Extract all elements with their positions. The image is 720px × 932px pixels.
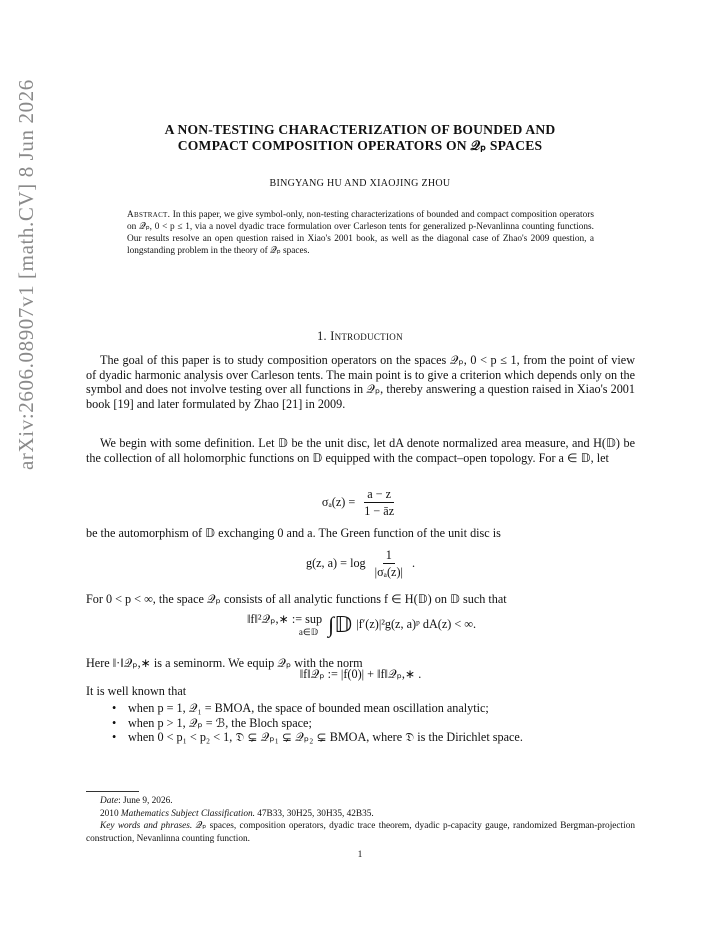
intro-paragraph-6: It is well known that [86, 684, 187, 698]
bullet-icon: • [112, 701, 117, 715]
arxiv-identifier: arXiv:2606.08907v1 [math.CV] 8 Jun 2026 [14, 79, 38, 470]
msc-value: 47B33, 30H25, 30H35, 42B35. [254, 808, 374, 819]
equation-seminorm [86, 612, 635, 637]
eq-sigma-lhs: σₐ(z) = [321, 495, 356, 509]
footnote-msc [86, 808, 635, 821]
msc-label: Mathematics Subject Classification. [120, 808, 255, 819]
footnotes [86, 795, 635, 845]
section-number: 1. [317, 329, 327, 343]
date-value: : June 9, 2026. [118, 796, 173, 806]
section-title: Introduction [330, 329, 403, 343]
eq-green-lhs: g(z, a) = log [305, 556, 366, 570]
intro-paragraph-3: be the automorphism of 𝔻 exchanging 0 and a. The Green function of the unit disc is [86, 526, 501, 540]
eq-green-tail: . [411, 556, 416, 570]
bullet-icon: • [112, 715, 117, 730]
eq-seminorm-rhs: |f′(z)|²g(z, a)ᵖ dA(z) < ∞. [356, 617, 476, 631]
abstract [127, 209, 594, 257]
property-list [112, 701, 632, 745]
equation-norm: ‖f‖𝒬ₚ := |f(0)| + ‖f‖𝒬ₚ,∗ . [299, 667, 422, 681]
section-heading [100, 329, 620, 344]
eq-seminorm-lhs: ‖f‖²𝒬ₚ,∗ := sup [247, 612, 323, 626]
intro-paragraph-2: We begin with some definition. Let 𝔻 be the unit disc, let dA denote normalized area measure, and H(𝔻) be the collection of all holomorphic functions on 𝔻 equipped with the compact–open topology. For a ∈ 𝔻, let [86, 436, 635, 465]
list-item [112, 716, 632, 731]
list-item [112, 701, 632, 716]
list-item-text: when p > 1, 𝒬ₚ = ℬ, the Bloch space; [128, 715, 312, 730]
equation-automorphism [86, 487, 635, 518]
eq-green-numerator: 1 [383, 548, 395, 564]
msc-prefix: 2010 [100, 808, 121, 819]
eq-seminorm-sup-block [247, 612, 322, 637]
page-number: 1 [357, 850, 363, 860]
eq-sigma-numerator: a − z [364, 487, 394, 503]
intro-paragraph-4: For 0 < p < ∞, the space 𝒬ₚ consists of all analytic functions f ∈ H(𝔻) on 𝔻 such that [86, 592, 507, 606]
footnote-keywords [86, 820, 635, 845]
list-item-text: when p = 1, 𝒬₁ = BMOA, the space of bounded mean oscillation analytic; [128, 701, 489, 715]
keywords-label: Key words and phrases. [100, 821, 193, 832]
paper-title [100, 122, 620, 154]
intro-paragraph-1: The goal of this paper is to study composition operators on the spaces 𝒬ₚ, 0 < p ≤ 1, from the point of view of dyadic harmonic analysis over Carleson tents. The main point is to give a criterion which depends only on the symbol and does not involve testing over all functions in 𝒬ₚ, thereby answering a question raised in Xiao's 2001 book [19] and later formulated by Zhao [21] in 2009. [86, 353, 635, 411]
list-item [112, 730, 632, 745]
eq-sigma-fraction [361, 487, 397, 518]
eq-green-denominator: |σₐ(z)| [374, 565, 403, 579]
bullet-icon: • [112, 730, 117, 745]
intro-paragraph-5: Here ‖·‖𝒬ₚ,∗ is a seminorm. We equip 𝒬ₚ with the norm [86, 656, 363, 670]
eq-seminorm-integral: ∫𝔻 [328, 611, 353, 637]
eq-green-fraction [372, 548, 406, 579]
abstract-label: Abstract. [127, 210, 171, 220]
date-label: Date [100, 796, 119, 806]
eq-seminorm-sub: a∈𝔻 [298, 627, 319, 637]
footnote-divider [86, 791, 139, 792]
eq-sigma-denominator: 1 − āz [364, 504, 395, 518]
keywords-value: 𝒬ₚ spaces, composition operators, dyadic trace theorem, dyadic p-capacity gauge, randomized Bergman-projection construction, Nevanlinna counting function. [86, 821, 635, 844]
equation-green-function [86, 548, 635, 579]
abstract-text: In this paper, we give symbol-only, non-testing characterizations of bounded and compact composition operators on 𝒬ₚ, 0 < p ≤ 1, via a novel dyadic trace formulation over Carleson tents for generalized p-Nevanlinna counting functions. Our results resolve an open question raised in Xiao's 2001 book, as well as the diagonal case of Zhao's 2009 question, a longstanding problem in the theory of 𝒬ₚ spaces. [127, 210, 594, 257]
list-item-text: when 0 < p₁ < p₂ < 1, 𝔇 ⊊ 𝒬ₚ₁ ⊊ 𝒬ₚ₂ ⊊ BMOA, where 𝔇 is the Dirichlet space. [128, 730, 523, 745]
author-list: BINGYANG HU AND XIAOJING ZHOU [269, 178, 451, 189]
footnote-date [86, 795, 635, 808]
title-line-1: A NON-TESTING CHARACTERIZATION OF BOUNDED AND [164, 122, 556, 137]
title-line-2: COMPACT COMPOSITION OPERATORS ON 𝒬ₚ SPACES [177, 138, 543, 153]
